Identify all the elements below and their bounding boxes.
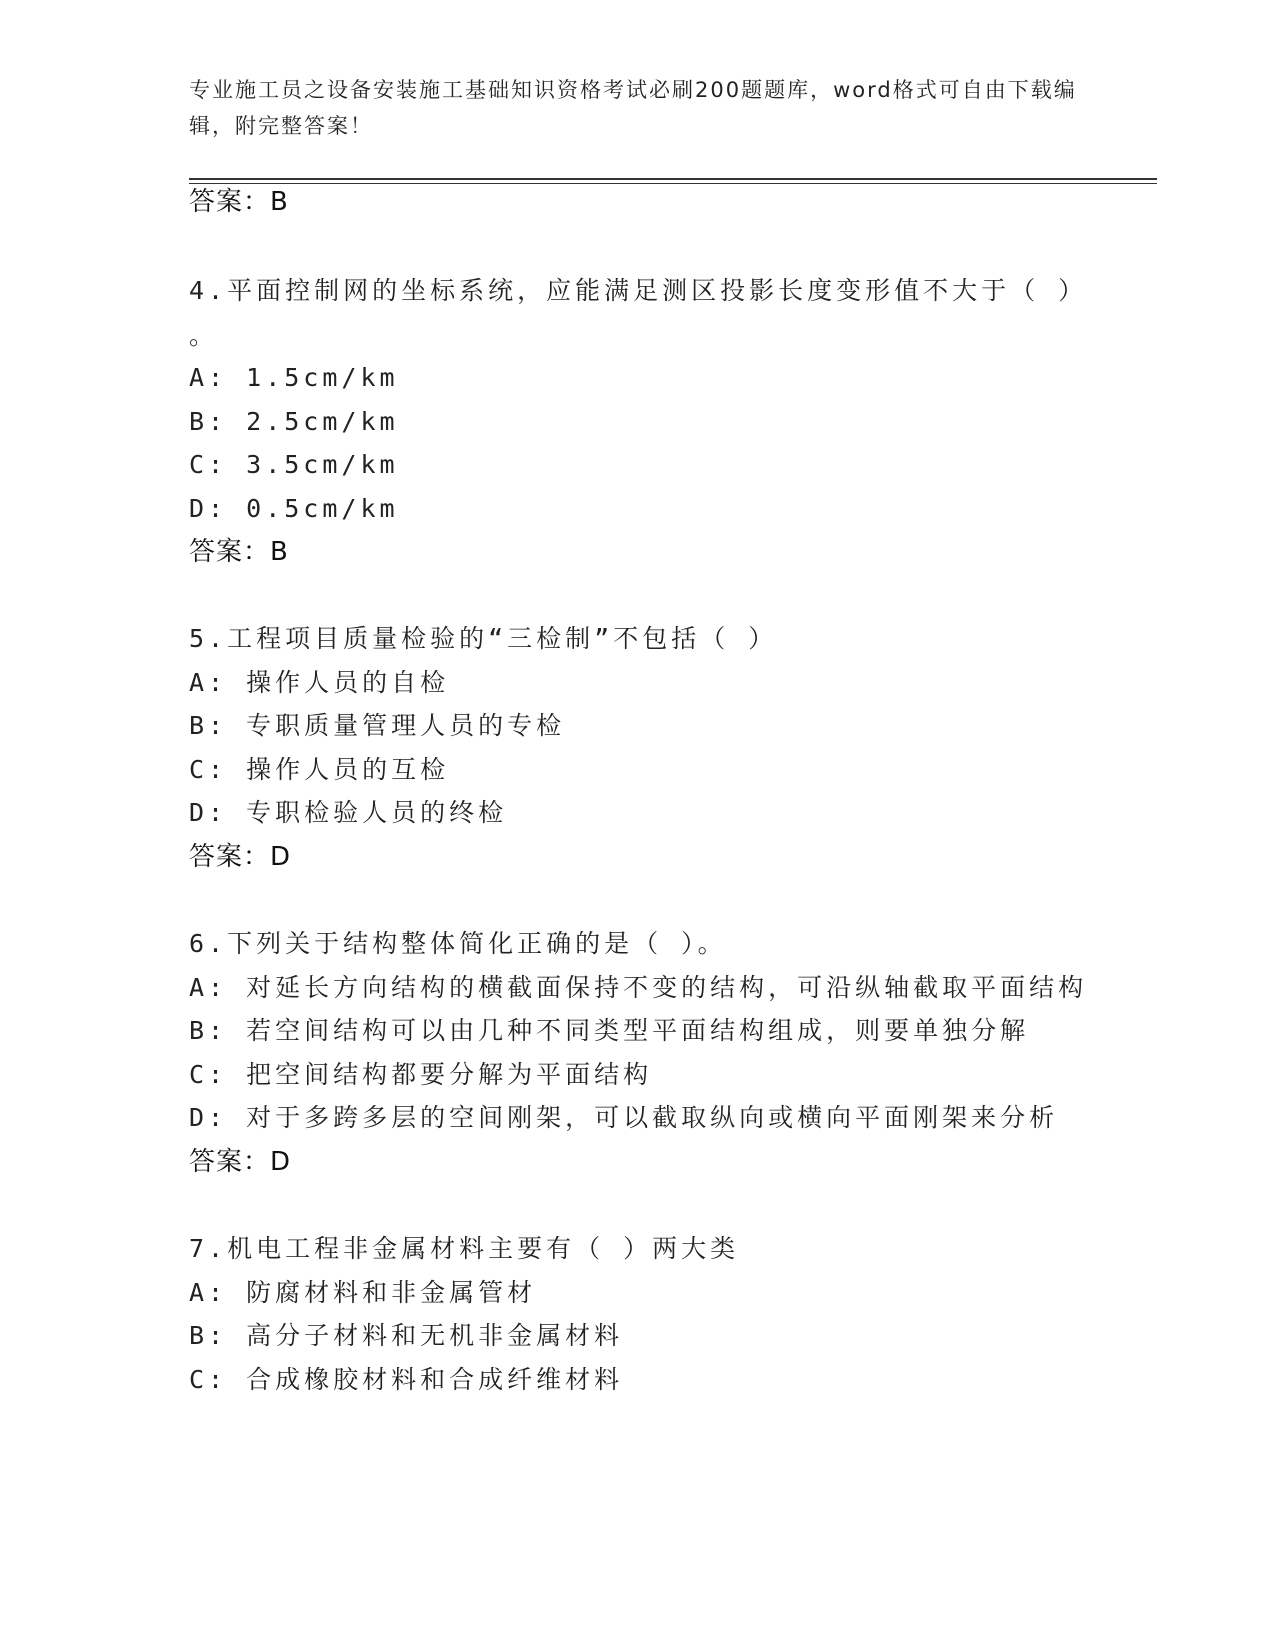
question-6-stem: 6.下列关于结构整体简化正确的是（ ）。 [189, 929, 727, 958]
document-header: 专业施工员之设备安装施工基础知识资格考试必刷200题题库，word格式可自由下载编辑，附完整答案！ [189, 78, 1077, 138]
question-6-option-d: D: 对于多跨多层的空间刚架，可以截取纵向或横向平面刚架来分析 [189, 1103, 1059, 1132]
question-5-answer: 答案：D [189, 842, 292, 872]
question-4-option-a: A: 1.5cm/km [189, 363, 399, 392]
question-7-option-c: C: 合成橡胶材料和合成纤维材料 [189, 1365, 624, 1394]
question-5-option-a: A: 操作人员的自检 [189, 668, 450, 697]
question-7-option-a: A: 防腐材料和非金属管材 [189, 1278, 537, 1307]
answer-previous: 答案：B [189, 187, 289, 217]
question-7-stem: 7.机电工程非金属材料主要有（ ）两大类 [189, 1234, 740, 1263]
question-7-option-b: B: 高分子材料和无机非金属材料 [189, 1321, 624, 1350]
header-rule-thin [189, 183, 1157, 184]
question-6-option-c: C: 把空间结构都要分解为平面结构 [189, 1060, 653, 1089]
question-4-option-b: B: 2.5cm/km [189, 407, 399, 436]
question-6-option-a: A: 对延长方向结构的横截面保持不变的结构，可沿纵轴截取平面结构 [189, 973, 1088, 1002]
question-4-option-d: D: 0.5cm/km [189, 494, 399, 523]
question-5-option-d: D: 专职检验人员的终检 [189, 798, 508, 827]
header-rule-thick [189, 178, 1157, 180]
question-5-option-b: B: 专职质量管理人员的专检 [189, 711, 566, 740]
question-4-stem: 4.平面控制网的坐标系统，应能满足测区投影长度变形值不大于（ ） [189, 276, 1088, 305]
question-4-stem-continued: 。 [189, 321, 219, 350]
question-6-answer: 答案：D [189, 1147, 292, 1177]
question-5-option-c: C: 操作人员的互检 [189, 755, 450, 784]
question-5-stem: 5.工程项目质量检验的“三检制”不包括（ ） [189, 624, 778, 653]
question-4-option-c: C: 3.5cm/km [189, 450, 399, 479]
question-6-option-b: B: 若空间结构可以由几种不同类型平面结构组成，则要单独分解 [189, 1016, 1030, 1045]
question-4-answer: 答案：B [189, 537, 289, 567]
